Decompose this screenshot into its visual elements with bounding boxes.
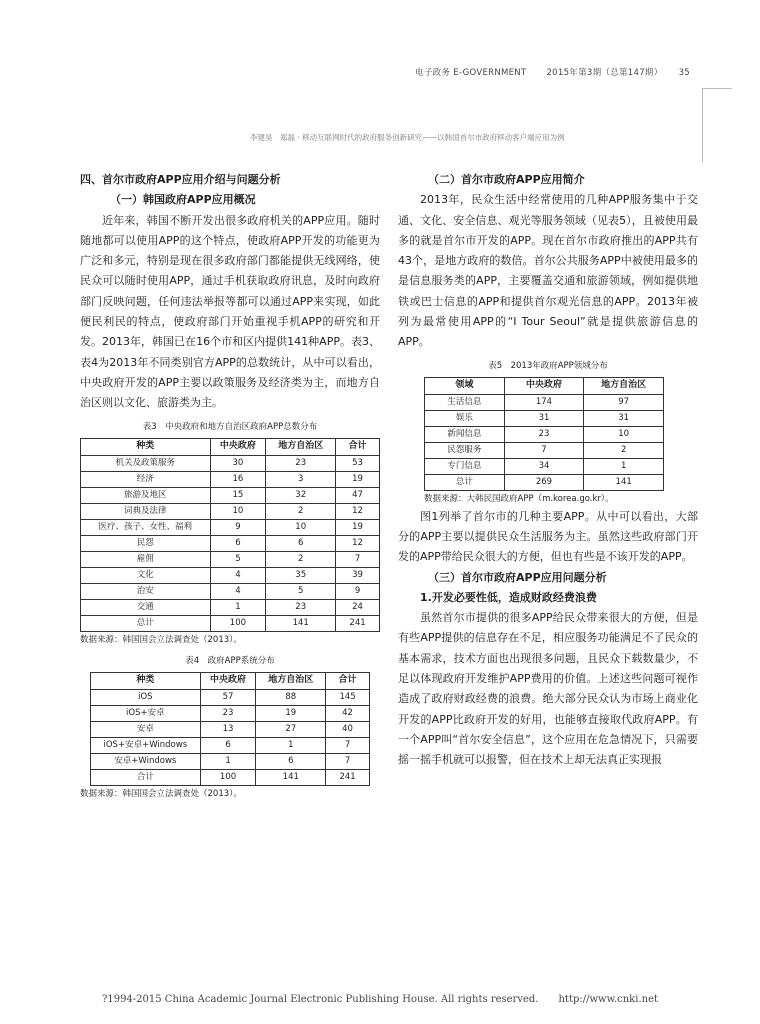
table-cell: 100 xyxy=(210,615,266,631)
table-cell: 经济 xyxy=(81,471,211,487)
table-cell: 174 xyxy=(504,394,584,410)
table-cell: 88 xyxy=(256,689,326,705)
table-cell: 10 xyxy=(210,503,266,519)
table-row xyxy=(91,769,370,785)
table-cell: 交通 xyxy=(81,599,211,615)
table-cell: 文化 xyxy=(81,567,211,583)
table-cell: iOS+安卓 xyxy=(91,705,201,721)
table-cell: 32 xyxy=(266,487,336,503)
table-cell: 雇佣 xyxy=(81,551,211,567)
table-cell: 10 xyxy=(584,426,664,442)
table-row xyxy=(91,753,370,769)
copyright-footer: ?1994-2015 China Academic Journal Electronic Publishing House. All rights reserved. http://www.cnki.net xyxy=(101,994,658,1005)
table-cell: iOS+安卓+Windows xyxy=(91,737,201,753)
table-cell: 35 xyxy=(266,567,336,583)
table-cell: 9 xyxy=(336,583,380,599)
subsection-title: （一）韩国政府APP应用概况 xyxy=(110,193,256,207)
table-header-cell: 合计 xyxy=(336,438,380,455)
table-row xyxy=(91,737,370,753)
table-cell: 5 xyxy=(266,583,336,599)
table-cell: 2 xyxy=(584,442,664,458)
table-row xyxy=(81,487,380,503)
table-cell: 医疗、孩子、女性、福利 xyxy=(81,519,211,535)
table-header-cell: 种类 xyxy=(81,438,211,455)
table-cell: 269 xyxy=(504,474,584,490)
left-column xyxy=(80,170,380,802)
journal-header xyxy=(415,66,690,78)
table-row xyxy=(425,442,664,458)
table-cell: 生活信息 xyxy=(425,394,505,410)
table-caption: 表4 政府APP系统分布 xyxy=(185,655,275,666)
table-cell: 民怨 xyxy=(81,535,211,551)
table-header-cell: 中央政府 xyxy=(210,438,266,455)
table-row xyxy=(81,503,380,519)
table-caption: 表5 2013年政府APP领域分布 xyxy=(488,360,608,371)
table-header-cell: 地方自治区 xyxy=(256,672,326,689)
table-cell: 总计 xyxy=(81,615,211,631)
running-title: 李建昊 郑磊 · 移动互联网时代的政府服务创新研究——以韩国首尔市政府移动客户端应用为例 xyxy=(250,133,565,142)
table-cell: 13 xyxy=(200,721,256,737)
right-column xyxy=(398,170,698,771)
table-row xyxy=(81,567,380,583)
table-cell: 娱乐 xyxy=(425,410,505,426)
page-number: 35 xyxy=(678,68,690,78)
table-cell: 31 xyxy=(504,410,584,426)
table-cell: 5 xyxy=(210,551,266,567)
table-row xyxy=(81,583,380,599)
table-cell: iOS xyxy=(91,689,201,705)
table-cell: 53 xyxy=(336,455,380,471)
table-cell: 47 xyxy=(336,487,380,503)
table-row xyxy=(91,705,370,721)
paragraph: 图1列举了首尔市的几种主要APP。从中可以看出，大部分的APP主要以提供民众生活服务为主。虽然这些政府部门开发的APP带给民众很大的方便，但也有些是不该开发的APP。 xyxy=(398,509,698,564)
table-header-cell: 地方自治区 xyxy=(266,438,336,455)
table-cell: 1 xyxy=(256,737,326,753)
table-cell: 145 xyxy=(326,689,370,705)
table-cell: 23 xyxy=(266,599,336,615)
table-cell: 4 xyxy=(210,567,266,583)
table-cell: 141 xyxy=(584,474,664,490)
table-cell: 97 xyxy=(584,394,664,410)
table-4 xyxy=(90,672,370,786)
table-header-cell: 种类 xyxy=(91,672,201,689)
table-cell: 10 xyxy=(266,519,336,535)
paragraph: 虽然首尔市提供的很多APP给民众带来很大的方便，但是有些APP提供的信息存在不足，相应服务功能满足不了民众的基本需求，技术方面也出现很多问题，且民众下载数量少，不足以体现政府开发维护APP费用的价值。上述这些问题可视作造成了政府财政经费的浪费。绝大部分民众认为市场上商业化开发的APP比政府开发的好用，也能够直接取代政府APP。有一个APP叫“首尔安全信息”，这个应用在危急情况下，只需要摇一摇手机就可以报警，但在技术上却无法真正实现报 xyxy=(398,611,698,767)
table-row xyxy=(81,455,380,471)
table-cell: 57 xyxy=(200,689,256,705)
table-row xyxy=(81,471,380,487)
journal-name: 电子政务 E-GOVERNMENT xyxy=(415,68,527,78)
table-cell: 合计 xyxy=(91,769,201,785)
issue-label: 2015年第3期（总第147期） xyxy=(546,68,663,78)
table-cell: 39 xyxy=(336,567,380,583)
table-cell: 40 xyxy=(326,721,370,737)
table-cell: 27 xyxy=(256,721,326,737)
table-row xyxy=(425,426,664,442)
table-cell: 19 xyxy=(256,705,326,721)
table-cell: 安卓 xyxy=(91,721,201,737)
table-cell: 词典及法律 xyxy=(81,503,211,519)
table-cell: 100 xyxy=(200,769,256,785)
table-5 xyxy=(424,377,664,491)
paragraph: 2013年，民众生活中经常使用的几种APP服务集中于交通、文化、安全信息、观光等服务领域（见表5），且被使用最多的就是首尔市开发的APP。现在首尔市政府推出的APP共有43个，是地方政府的数倍。首尔公共服务APP中被使用最多的是信息服务类的APP，主要覆盖交通和旅游领域，例如提供地铁或巴士信息的APP和提供首尔观光信息的APP。2013年被列为最常使用APP的“I Tour Seoul”就是提供旅游信息的APP。 xyxy=(398,193,698,349)
table-cell: 9 xyxy=(210,519,266,535)
table-cell: 治安 xyxy=(81,583,211,599)
table-3 xyxy=(80,438,380,632)
table-cell: 23 xyxy=(266,455,336,471)
table-header-cell: 领域 xyxy=(425,377,505,394)
table-cell: 新闻信息 xyxy=(425,426,505,442)
table-cell: 34 xyxy=(504,458,584,474)
table-cell: 42 xyxy=(326,705,370,721)
table-row xyxy=(425,474,664,490)
table-row xyxy=(425,410,664,426)
subsection-title: 1.开发必要性低，造成财政经费浪费 xyxy=(420,590,597,604)
table-row xyxy=(81,535,380,551)
table-row xyxy=(81,519,380,535)
table-cell: 19 xyxy=(336,471,380,487)
table-cell: 机关及政策服务 xyxy=(81,455,211,471)
table-cell: 12 xyxy=(336,535,380,551)
table-cell: 12 xyxy=(336,503,380,519)
header-rule-horizontal xyxy=(702,88,732,89)
table-row xyxy=(425,458,664,474)
table-header-cell: 合计 xyxy=(326,672,370,689)
table-cell: 6 xyxy=(256,753,326,769)
table-cell: 6 xyxy=(200,737,256,753)
table-header-cell: 中央政府 xyxy=(200,672,256,689)
table-cell: 总计 xyxy=(425,474,505,490)
table-row xyxy=(425,394,664,410)
table-cell: 7 xyxy=(504,442,584,458)
table-header-cell: 中央政府 xyxy=(504,377,584,394)
table-cell: 31 xyxy=(584,410,664,426)
table-source: 数据来源：大韩民国政府APP（m.korea.go.kr）。 xyxy=(424,493,614,504)
table-cell: 141 xyxy=(266,615,336,631)
table-cell: 1 xyxy=(200,753,256,769)
table-cell: 15 xyxy=(210,487,266,503)
table-cell: 241 xyxy=(336,615,380,631)
table-cell: 241 xyxy=(326,769,370,785)
table-row xyxy=(81,551,380,567)
table-cell: 1 xyxy=(584,458,664,474)
paragraph: 近年来，韩国不断开发出很多政府机关的APP应用。随时随地都可以使用APP的这个特点，使政府APP开发的功能更为广泛和多元，特别是现在很多政府部门都能提供无线网络，使民众可以随时使用APP，通过手机获取政府讯息，及时向政府部门反映问题，任何违法举报等都可以通过APP来实现，如此便民利民的特点，使政府部门开始重视手机APP的研究和开发。2013年，韩国已在16个市和区内提供141种APP。表3、表4为2013年不同类别官方APP的总数统计，从中可以看出，中央政府开发的APP主要以政策服务及经济类为主，而地方自治区则以文化、旅游类为主。 xyxy=(80,213,380,410)
table-cell: 7 xyxy=(336,551,380,567)
table-cell: 23 xyxy=(200,705,256,721)
table-cell: 6 xyxy=(210,535,266,551)
table-cell: 24 xyxy=(336,599,380,615)
table-cell: 141 xyxy=(256,769,326,785)
section-title: 四、首尔市政府APP应用介绍与问题分析 xyxy=(80,173,281,186)
table-cell: 专门信息 xyxy=(425,458,505,474)
table-cell: 7 xyxy=(326,737,370,753)
table-cell: 7 xyxy=(326,753,370,769)
table-source: 数据来源：韩国国会立法调查处（2013）。 xyxy=(80,634,242,645)
table-cell: 6 xyxy=(266,535,336,551)
table-cell: 23 xyxy=(504,426,584,442)
table-cell: 2 xyxy=(266,503,336,519)
subsection-title: （三）首尔市政府APP应用问题分析 xyxy=(428,570,607,584)
table-row xyxy=(81,615,380,631)
table-cell: 1 xyxy=(210,599,266,615)
table-cell: 19 xyxy=(336,519,380,535)
table-source: 数据来源：韩国国会立法调查处（2013）。 xyxy=(80,788,242,799)
table-cell: 3 xyxy=(266,471,336,487)
table-cell: 安卓+Windows xyxy=(91,753,201,769)
table-cell: 16 xyxy=(210,471,266,487)
table-header-cell: 地方自治区 xyxy=(584,377,664,394)
subsection-title: （二）首尔市政府APP应用简介 xyxy=(428,173,585,186)
table-caption: 表3 中央政府和地方自治区政府APP总数分布 xyxy=(142,421,318,432)
table-cell: 30 xyxy=(210,455,266,471)
table-cell: 2 xyxy=(266,551,336,567)
table-row xyxy=(81,599,380,615)
header-rule-vertical xyxy=(702,88,703,162)
table-cell: 4 xyxy=(210,583,266,599)
table-row xyxy=(91,721,370,737)
table-cell: 旅游及地区 xyxy=(81,487,211,503)
table-row xyxy=(91,689,370,705)
table-cell: 民怨服务 xyxy=(425,442,505,458)
